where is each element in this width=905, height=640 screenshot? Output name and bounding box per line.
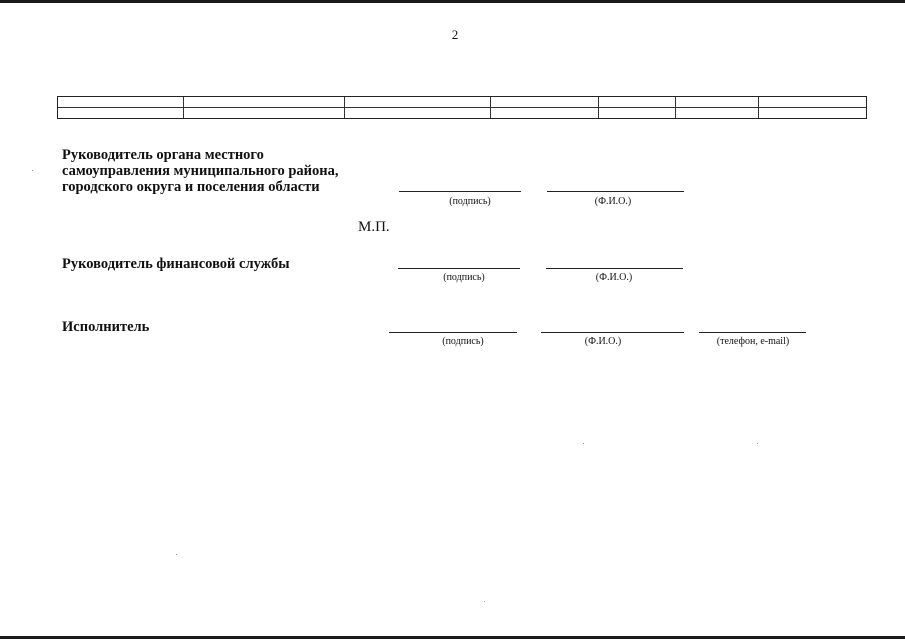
table-row-divider — [58, 107, 866, 108]
head-official-label-line-2: самоуправления муниципального района, — [62, 163, 339, 179]
head-name-field[interactable] — [547, 191, 684, 192]
scan-speck — [757, 443, 758, 444]
scan-speck — [176, 554, 177, 555]
head-official-label-line-3: городского округа и поселения области — [62, 179, 320, 195]
head-signature-caption: (подпись) — [449, 196, 491, 207]
page-number: 2 — [451, 27, 459, 42]
head-name-caption: (Ф.И.О.) — [594, 196, 632, 207]
finance-name-field[interactable] — [546, 268, 683, 269]
seal-place-label: М.П. — [358, 219, 390, 235]
head-official-label — [62, 147, 338, 195]
table-column-divider — [344, 97, 345, 118]
finance-name-caption: (Ф.И.О.) — [595, 272, 633, 283]
table-column-divider — [183, 97, 184, 118]
executor-contact-field[interactable] — [699, 332, 806, 333]
executor-signature-field[interactable] — [389, 332, 517, 333]
table-column-divider — [598, 97, 599, 118]
scan-speck — [32, 170, 33, 171]
head-signature-field[interactable] — [399, 191, 521, 192]
table-column-divider — [490, 97, 491, 118]
table-column-divider — [758, 97, 759, 118]
executor-label: Исполнитель — [62, 319, 150, 335]
scan-bottom-edge — [0, 636, 905, 639]
data-table-fragment — [57, 96, 867, 119]
head-official-label-line-1: Руководитель органа местного — [62, 147, 264, 163]
finance-signature-caption: (подпись) — [443, 272, 485, 283]
executor-signature-caption: (подпись) — [442, 336, 484, 347]
scan-top-edge — [0, 0, 905, 3]
executor-name-caption: (Ф.И.О.) — [584, 336, 622, 347]
table-column-divider — [675, 97, 676, 118]
executor-name-field[interactable] — [541, 332, 684, 333]
executor-contact-caption: (телефон, e-mail) — [716, 336, 790, 347]
finance-head-label: Руководитель финансовой службы — [62, 256, 290, 272]
finance-signature-field[interactable] — [398, 268, 520, 269]
scan-speck — [484, 601, 485, 602]
scan-speck — [583, 443, 584, 444]
